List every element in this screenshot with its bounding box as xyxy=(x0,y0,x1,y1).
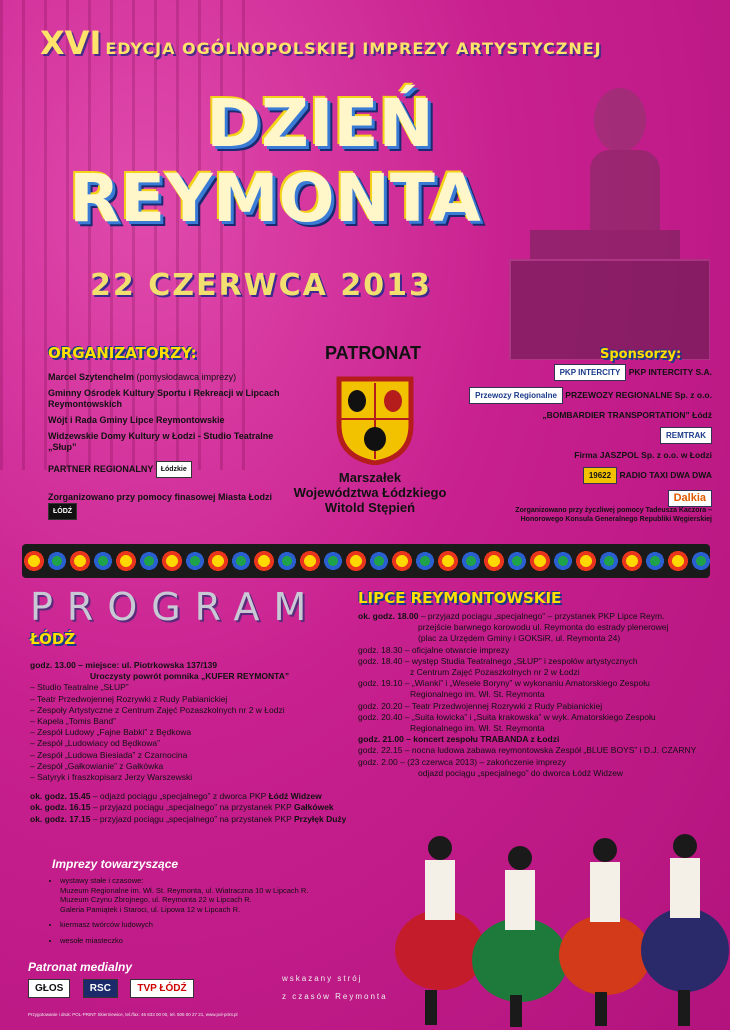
sponsor-item: REMTRAK xyxy=(452,427,712,444)
accompanying-list xyxy=(48,876,368,951)
schedule-row: godz. 20.40 – „Suita łowicka” i „Suita krakowska” w wyk. Amatorskiego Zespołu xyxy=(358,711,656,722)
schedule-row: odjazd pociągu „specjalnego” do dworca Łódź Widzew xyxy=(418,767,624,778)
act-item: – Zespół „Gałkowianie” z Gałkówka xyxy=(30,760,164,771)
schedule-row: Regionalnego im. Wł. St. Reymonta xyxy=(410,723,545,734)
reymont-statue-image xyxy=(470,60,710,360)
schedule-row: godz. 2.00 – (23 czerwca 2013) – zakończenie imprezy xyxy=(358,756,566,767)
tvp-lodz-logo: TVP ŁÓDŹ xyxy=(130,979,193,998)
lodz-program xyxy=(30,660,350,825)
edition-subtitle: EDYCJA OGÓLNOPOLSKIEJ IMPREZY ARTYSTYCZNEJ xyxy=(105,39,602,58)
city-support-text: Zorganizowano przy pomocy finasowej Miasta Łodzi xyxy=(48,492,273,502)
program-heading: PROGRAM xyxy=(30,585,321,629)
schedule-row: godz. 19.10 – „Wianki” i „Wesele Boryny” w wykonaniu Amatorskiego Zespołu xyxy=(358,678,650,689)
sponsor-item: Dalkia xyxy=(452,490,712,507)
lodz-heading: ŁÓDŹ xyxy=(30,630,76,648)
act-item: – Teatr Przedwojennej Rozrywki z Rudy Pabianickiej xyxy=(30,693,228,704)
sponsor-item: Firma JASZPOL Sp. z o.o. w Łodzi xyxy=(574,450,712,460)
act-item: – Zespół Ludowy „Fajne Babki” z Będkowa xyxy=(30,727,192,738)
schedule-row: Regionalnego im. Wł. St. Reymonta xyxy=(410,689,545,700)
folk-ornament-band xyxy=(22,544,710,578)
organizers-heading: ORGANIZATORZY: xyxy=(48,344,197,362)
title-line-2: REYMONTA xyxy=(69,160,481,237)
title-line-1: DZIEŃ xyxy=(206,85,434,162)
schedule-row: godz. 18.40 – występ Studia Teatralnego „SŁUP” i zespołów artystycznych xyxy=(358,655,638,666)
schedule-row: przejście barwnego korowodu ul. Reymonta do estrady plenerowej xyxy=(418,622,669,633)
train-item: ok. godz. 16.15 – przyjazd pociągu „specjalnego” na przystanek PKP Gałkówek xyxy=(30,802,334,813)
folk-dancers-image xyxy=(380,800,730,1030)
accompanying-item: • wystawy stałe i czasowe: Muzeum Regionalne im. Wł. St. Reymonta, ul. Wiatraczna 10 w Lipcach R. Muzeum Czynu Zbrojnego, ul. Reymonta 22 w Lipcach R. Galeria Pamiątek i Staroci, ul. Lipowa 12 w Lipcach R. xyxy=(60,876,368,914)
rsc-logo: RSC xyxy=(83,979,118,998)
sponsors-heading: Sponsorzy: xyxy=(600,347,682,362)
lodz-start: godz. 13.00 – miejsce: ul. Piotrkowska 137/139 xyxy=(30,660,218,670)
edition-number: XVI xyxy=(40,24,102,62)
consul-note: Zorganizowano przy życzliwej pomocy Tadeusza Kaczora – Honorowego Konsula Generalnego Republiki Węgierskiej xyxy=(515,507,712,523)
media-heading: Patronat medialny xyxy=(28,960,133,974)
act-item: – Zespoły Artystyczne z Centrum Zajęć Pozaszkolnych nr 2 w Łodzi xyxy=(30,704,285,715)
schedule-row: godz. 20.20 – Teatr Przedwojennej Rozrywki z Rudy Pabianickiej xyxy=(358,700,603,711)
organizer-item: Widzewskie Domy Kultury w Łodzi - Studio Teatralne „Słup” xyxy=(48,431,274,452)
sponsor-item: Przewozy Regionalne PRZEWOZY REGIONALNE Sp. z o.o. xyxy=(452,387,712,404)
sponsor-item: PKP INTERCITY PKP INTERCITY S.A. xyxy=(452,364,712,381)
event-date: 22 CZERWCA 2013 xyxy=(90,268,432,303)
schedule-row: z Centrum Zajęć Pozaszkolnych nr 2 w Łodzi xyxy=(410,667,580,678)
act-item: – Zespół „Ludowa Biesiada” z Czarnocina xyxy=(30,749,188,760)
organizers-list xyxy=(48,372,298,525)
patron-heading: PATRONAT xyxy=(325,343,421,363)
sponsors-list xyxy=(452,364,712,513)
print-footer: Przygotowanie i druk: POL-PRINT Skierniewice, tel./fax: 46 833 00 00, tel. 505 00 27 21, www.pol-print.pl xyxy=(28,1012,238,1017)
lodzkie-logo: Łódzkie xyxy=(156,461,192,478)
schedule-row: ok. godz. 18.00 – przyjazd pociągu „specjalnego” – przystanek PKP Lipce Reym. xyxy=(358,611,665,621)
act-item: – Zespół „Ludowiacy od Będkowa” xyxy=(30,738,160,749)
media-logos xyxy=(28,978,202,998)
lipce-heading: LIPCE REYMONTOWSKIE xyxy=(358,589,562,607)
act-item: – Kapela „Tomis Band” xyxy=(30,716,116,727)
edition-header xyxy=(40,24,602,62)
lipce-program xyxy=(358,611,718,779)
regional-partner xyxy=(48,461,298,478)
sponsor-item: „BOMBARDIER TRANSPORTATION” Łódź xyxy=(542,410,712,420)
accompanying-heading: Imprezy towarzyszące xyxy=(52,857,179,871)
sponsor-item: 19622 RADIO TAXI DWA DWA xyxy=(452,467,712,484)
partner-label: PARTNER REGIONALNY xyxy=(48,463,154,474)
lodz-highlight: Uroczysty powrót pomnika „KUFER REYMONTA” xyxy=(90,671,290,682)
schedule-row: godz. 22.15 – nocna ludowa zabawa reymontowska Zespół „BLUE BOYS” i D.J. CZARNY xyxy=(358,745,697,756)
city-support xyxy=(48,492,298,520)
accompanying-item: • kiermasz twórców ludowych xyxy=(60,920,368,930)
schedule-row: godz. 18.30 – oficjalne otwarcie imprezy xyxy=(358,644,510,655)
patron-name: Marszałek Województwa Łódzkiego Witold Stępień xyxy=(293,470,447,515)
act-item: – Satyryk i fraszkopisarz Jerzy Warszewski xyxy=(30,772,193,783)
accompanying-item: • wesołe miasteczko xyxy=(60,936,368,946)
train-item: ok. godz. 15.45 – odjazd pociągu „specjalnego” z dworca PKP Łódź Widzew xyxy=(30,791,322,802)
voivodeship-crest-icon xyxy=(335,375,415,465)
act-item: – Studio Teatralne „SŁUP” xyxy=(30,682,129,693)
costume-note: wskazany strój z czasów Reymonta xyxy=(282,974,388,1001)
organizer-item: Wójt i Rada Gminy Lipce Reymontowskie xyxy=(48,415,225,425)
schedule-row: godz. 21.00 – koncert zespołu TRABANDA z Łodzi xyxy=(358,734,560,745)
organizer-item: Marcel Szytenchelm (pomysłodawca imprezy) xyxy=(48,372,237,382)
train-item: ok. godz. 17.15 – przyjazd pociągu „specjalnego” na przystanek PKP Przyłęk Duży xyxy=(30,813,347,824)
glos-logo: GŁOS xyxy=(28,979,70,998)
schedule-row: (plac za Urzędem Gminy i GOKSiR, ul. Reymonta 24) xyxy=(418,633,621,644)
lodz-city-logo: ŁÓDŹ xyxy=(48,503,77,520)
organizer-item: Gminny Ośrodek Kultury Sportu i Rekreacji w Lipcach Reymontowskich xyxy=(48,388,280,409)
